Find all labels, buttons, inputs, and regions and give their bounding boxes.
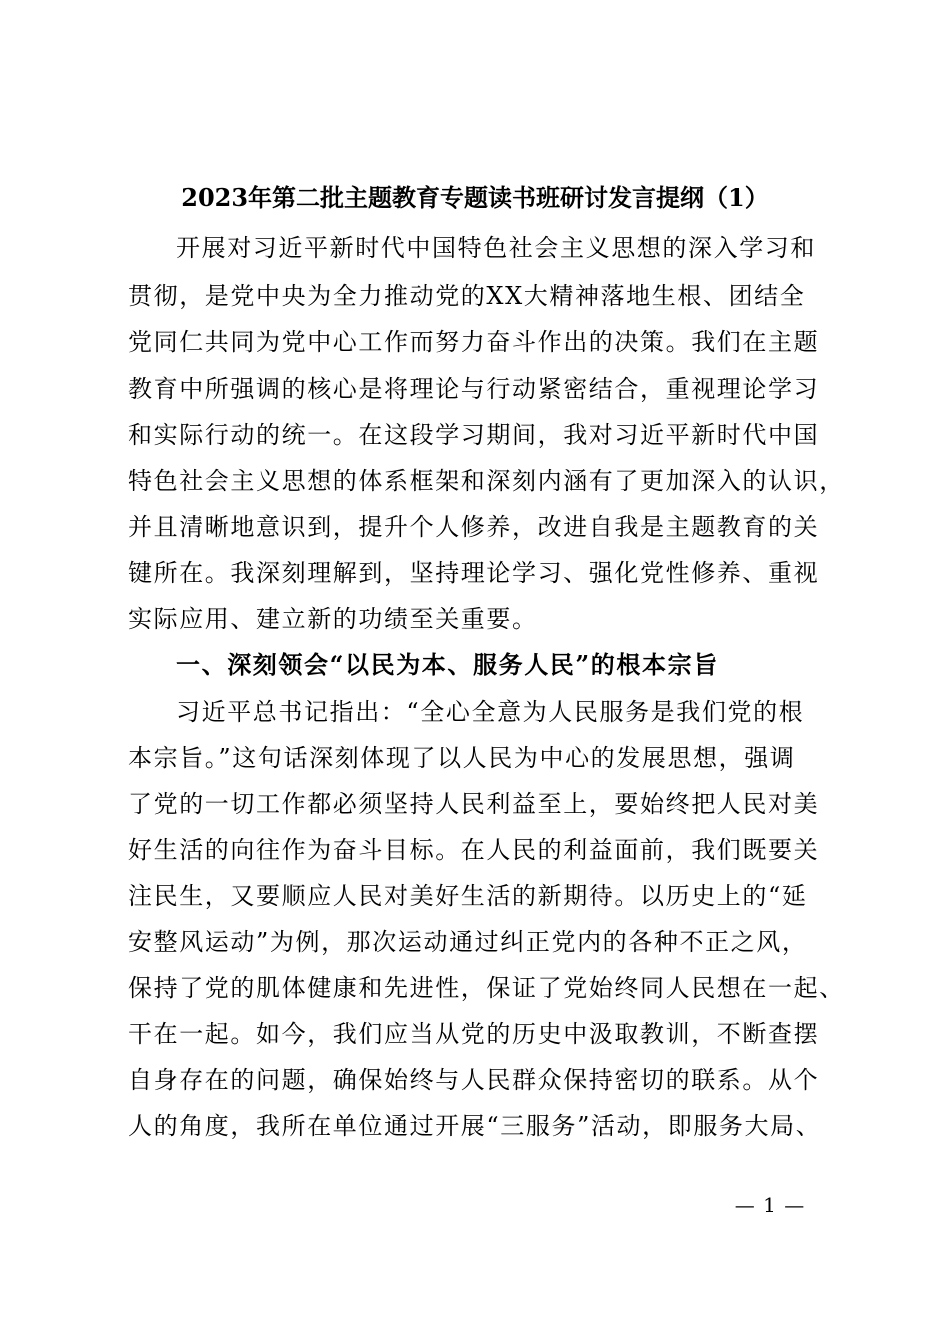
paragraph-line: 特色社会主义思想的体系框架和深刻内涵有了更加深入的认识， <box>128 467 845 495</box>
page-number: — 1 — <box>734 1193 806 1217</box>
paragraph-line: 本宗旨。”这句话深刻体现了以人民为中心的发展思想，强调 <box>128 744 796 772</box>
section-heading: 一、深刻领会“以民为本、服务人民”的根本宗旨 <box>176 650 719 679</box>
paragraph-line: 保持了党的肌体健康和先进性，保证了党始终同人民想在一起、 <box>128 974 845 1002</box>
paragraph-line: 自身存在的问题，确保始终与人民群众保持密切的联系。从个 <box>128 1066 820 1094</box>
paragraph-line: 党同仁共同为党中心工作而努力奋斗作出的决策。我们在主题 <box>128 328 820 356</box>
paragraph-line: 和实际行动的统一。在这段学习期间，我对习近平新时代中国 <box>128 421 820 449</box>
paragraph-line: 贯彻，是党中央为全力推动党的XX大精神落地生根、团结全 <box>128 282 806 310</box>
paragraph-line: 了党的一切工作都必须坚持人民利益至上，要始终把人民对美 <box>128 790 820 818</box>
paragraph-line: 安整风运动”为例，那次运动通过纠正党内的各种不正之风， <box>128 928 808 956</box>
paragraph-line: 好生活的向往作为奋斗目标。在人民的利益面前，我们既要关 <box>128 836 820 864</box>
paragraph-line: 人的角度，我所在单位通过开展“三服务”活动，即服务大局、 <box>128 1112 822 1140</box>
paragraph-line: 键所在。我深刻理解到，坚持理论学习、强化党性修养、重视 <box>128 559 820 587</box>
paragraph-line: 实际应用、建立新的功绩至关重要。 <box>128 605 538 633</box>
paragraph-line: 习近平总书记指出：“全心全意为人民服务是我们党的根 <box>176 698 805 726</box>
paragraph-line: 干在一起。如今，我们应当从党的历史中汲取教训，不断查摆 <box>128 1020 820 1048</box>
paragraph-line: 开展对习近平新时代中国特色社会主义思想的深入学习和 <box>176 234 816 262</box>
paragraph-line: 教育中所强调的核心是将理论与行动紧密结合，重视理论学习 <box>128 375 820 403</box>
paragraph-line: 注民生，又要顺应人民对美好生活的新期待。以历史上的“延 <box>128 882 808 910</box>
paragraph-line: 并且清晰地意识到，提升个人修养，改进自我是主题教育的关 <box>128 513 820 541</box>
document-title: 2023年第二批主题教育专题读书班研讨发言提纲（1） <box>181 183 769 212</box>
